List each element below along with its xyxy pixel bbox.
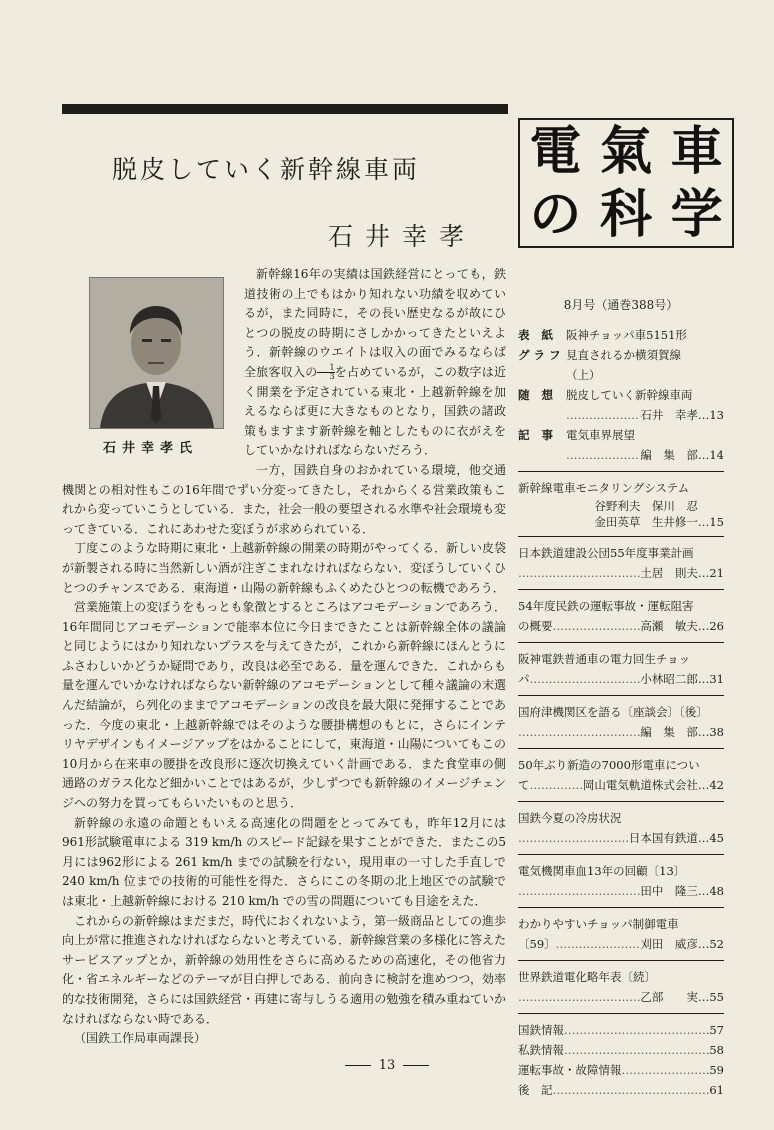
toc-item[interactable]: 世界鉄道電化略年表〔続〕 xyxy=(518,970,656,984)
toc-divider xyxy=(518,801,724,802)
toc-item[interactable]: 私鉄情報 …………………………………………………………………………………… 58 xyxy=(518,1040,724,1060)
toc-cover[interactable]: 表 紙 阪神チョッパ車5151形 xyxy=(518,328,687,342)
photo-space xyxy=(62,265,244,461)
toc-graph-cont: （上） xyxy=(566,368,601,382)
toc-article[interactable]: 記 事 電気車界展望 xyxy=(518,428,635,442)
issue-number: 8月号（通巻388号） xyxy=(563,298,679,312)
toc-divider xyxy=(518,1013,724,1014)
photo-caption: 石井幸孝氏 xyxy=(103,441,199,456)
toc-graph[interactable]: グラフ 見直されるか横須賀線 xyxy=(518,348,681,362)
toc-divider xyxy=(518,748,724,749)
toc-essay[interactable]: 随 想 脱皮していく新幹線車両 xyxy=(518,388,693,402)
toc-divider xyxy=(518,907,724,908)
page-number: 13 xyxy=(0,1058,774,1073)
logo-char: 車 xyxy=(670,120,723,182)
table-of-contents xyxy=(518,296,724,1100)
logo-char: の xyxy=(529,183,582,245)
article-author: 石井幸孝 xyxy=(328,222,477,251)
logo-char: 学 xyxy=(670,183,723,245)
fraction: $\frac{1}{3}$ xyxy=(317,364,334,381)
toc-leader: の概要 …………………………………………………………………………………… 高瀬 敏夫…26 xyxy=(518,616,724,636)
toc-item[interactable]: 後 記 …………………………………………………………………………………… 61 xyxy=(518,1080,724,1100)
toc-item[interactable]: 54年度民鉄の運転事故・運転阻害 xyxy=(518,599,694,613)
toc-leader: …………………………………………………………………………………… 田中 隆三…48 xyxy=(518,881,724,901)
toc-divider xyxy=(518,854,724,855)
toc-item[interactable]: 日本鉄道建設公団55年度事業計画 xyxy=(518,546,694,560)
toc-item[interactable]: 新幹線電車モニタリングシステム xyxy=(518,481,690,495)
toc-divider xyxy=(518,695,724,696)
toc-item[interactable]: 阪神電鉄普通車の電力回生チョッ xyxy=(518,652,691,666)
toc-item[interactable]: 国鉄情報 …………………………………………………………………………………… 57 xyxy=(518,1020,724,1040)
toc-leader: …………………………………………………………………………………… 石井 幸孝…13 xyxy=(518,405,724,425)
toc-divider xyxy=(518,589,724,590)
title-rule xyxy=(62,104,508,114)
toc-leader: …………………………………………………………………………………… 編 集 部…38 xyxy=(518,722,724,742)
toc-item[interactable]: 国府津機関区を語る〔座談会〕〔後〕 xyxy=(518,705,708,719)
toc-authors: 谷野利夫 保川 忍 金田英草 生井修一…15 xyxy=(594,499,724,529)
paragraph: 営業施策上の変ぼうをもっとも象徴とするところはアコモデーションであろう．16年間同じアコモデーションで能率本位に今日まできたことは新幹線全体の議論と同じようにはかり知れないプラスを与えてきたが，これから新幹線にほんとうにふさわしいかどうか疑問であり，改良は必至である．量を運んできた．これからも量を運んでいかなければならない新幹線のアコモデーションとして種々議論の末選んだ結論が，ら列化のままでアコモデーションの改良を最大限に発揮することであった．今度の東北・上越新幹線ではそのような腰掛構想のもとに，さらにインテリヤデザインもイメージアップをはかることにして，東海道・山陽についてもこの10月から在来車の腰掛を改良形に逐次切換えていく計画である．また食堂車の側通路のガラス化など細かいことではあるが，少しずつでも新幹線のイメージチェンジへの努力を買ってもらいたいものと思う． xyxy=(62,600,507,811)
paragraph: 丁度このような時期に東北・上越新幹線の開業の時期がやってくる．新しい皮袋が新製される時に当然新しい酒が注ぎこまれなければならない．変ぼうしていくひとつのチャンスである．東海道・山陽の新幹線もふくめたひとつの転機であろう． xyxy=(62,541,507,595)
logo-char: 氣 xyxy=(599,120,652,182)
toc-leader: …………………………………………………………………………………… 土居 則夫…21 xyxy=(518,563,724,583)
toc-divider xyxy=(518,960,724,961)
toc-divider xyxy=(518,536,724,537)
paragraph: 一方，国鉄自身のおかれている環境，他交通機関との相対性もこの16年間でずい分変ってきたし，それからくる営業政策もこれから変っていこうとしている．また，社会一般の要望される水準や社会環境も変ってきている．これにあわせた変ぼうが求められている． xyxy=(62,462,507,536)
toc-item[interactable]: 運転事故・故障情報 …………………………………………………………………………………… 59 xyxy=(518,1060,724,1080)
toc-leader: …………………………………………………………………………………… 編 集 部…14 xyxy=(518,445,724,465)
toc-leader: 〔59〕 …………………………………………………………………………………… 刈田 威彦…52 xyxy=(518,934,724,954)
author-credit: （国鉄工作局車両課長） xyxy=(74,1031,207,1046)
paragraph: これからの新幹線はまだまだ，時代におくれないよう，第一級商品としての進歩向上が常に推進されなければならないと考えている．新幹線営業の多様化に答えたサービスアップとか，新幹線の効用性をさらに高めるための高速化，その他省力化・省エネルギーなどのテーマが目白押しである．前向きに検討を進めつつ，効率的な技術開発，さらには国鉄経営・再建に寄与しうる適用の勉強を積み重ねていかなければならない時である． xyxy=(62,913,507,1026)
toc-leader: て …………………………………………………………………………………… 岡山電気軌道株式会社…42 xyxy=(518,775,724,795)
toc-item[interactable]: 電気機関車血13年の回顧〔13〕 xyxy=(518,864,686,878)
article-body xyxy=(62,265,506,1049)
paragraph: 新幹線16年の実績は国鉄経営にとっても，鉄道技術の上でもはかり知れない功績を収めているが，また同時に，その長い歴史なるが故にひとつの脱皮の時期にさしかかってきたといえよう．新幹線のウエイトは収入の面でみるならば全旅客収入の $\frac{1}{3}$ を占めているが，この数字は近く開業を予定されている東北・上越新幹線を加えるならば更に大きなものとなり，国鉄の諸政策もますます新幹線を軸としたものに衣がえをしていかなければならないだろう． xyxy=(244,267,506,458)
logo-char: 科 xyxy=(599,183,652,245)
toc-divider xyxy=(518,642,724,643)
toc-leader: …………………………………………………………………………………… 日本国有鉄道…45 xyxy=(518,828,724,848)
toc-leader: パ …………………………………………………………………………………… 小林昭二郎…31 xyxy=(518,669,724,689)
article-title: 脱皮していく新幹線車両 xyxy=(112,155,421,184)
toc-item[interactable]: 国鉄今夏の冷房状況 xyxy=(518,811,622,825)
toc-item[interactable]: わかりやすいチョッパ制御電車 xyxy=(518,917,679,931)
toc-divider xyxy=(518,471,724,472)
magazine-logo xyxy=(518,118,734,248)
paragraph: 新幹線の永遠の命題ともいえる高速化の問題をとってみても，昨年12月には961形試験電車による 319 km/h のスピード記録を果すことができた．またこの5月には962形による 261 km/h までの試験を行ない，現用車の一寸した手直しで 240 km/h 位までの技術的可能性を得た．さらにこの冬期の北上地区での試験では東北・上越新幹線における 210 km/h での雪の問題についても目途をえた． xyxy=(62,815,506,908)
logo-char: 電 xyxy=(529,120,582,182)
toc-item[interactable]: 50年ぶり新造の7000形電車につい xyxy=(518,758,700,772)
toc-leader: …………………………………………………………………………………… 乙部 実…55 xyxy=(518,987,724,1007)
